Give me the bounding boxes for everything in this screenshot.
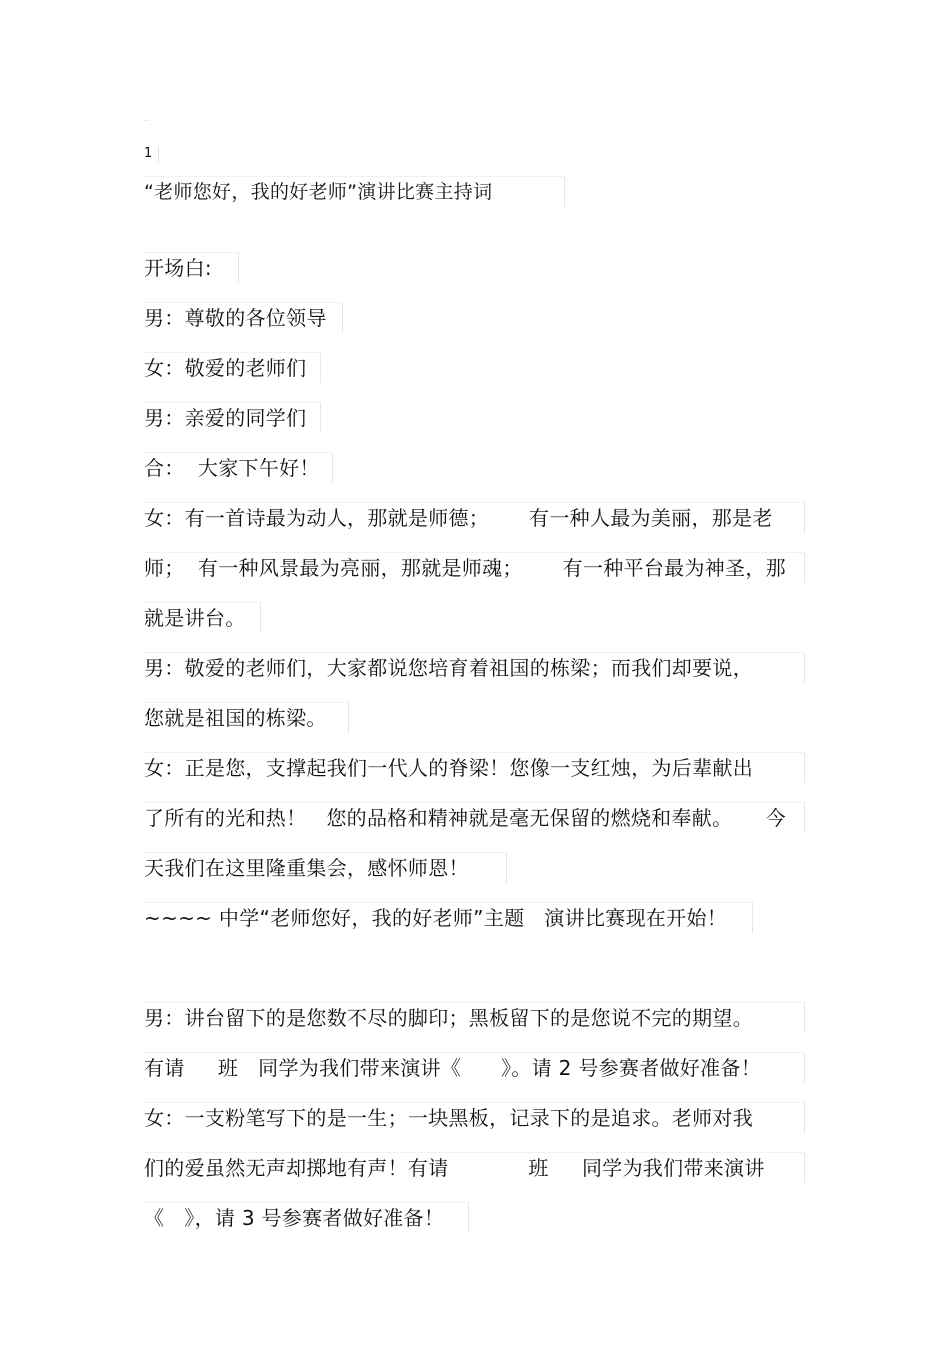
text-line: 就是讲台。 <box>144 602 261 633</box>
text-line: 们的爱虽然无声却掷地有声！有请 班 同学为我们带来演讲 <box>144 1152 805 1183</box>
text-line: 师； 有一种风景最为亮丽，那就是师魂； 有一种平台最为神圣，那 <box>144 552 805 583</box>
text-line: ~~~~ 中学“老师您好，我的好老师”主题 演讲比赛现在开始！ <box>144 902 753 933</box>
text-line: 女：有一首诗最为动人，那就是师德； 有一种人最为美丽，那是老 <box>144 502 805 533</box>
text-line: 女：正是您，支撑起我们一代人的脊梁！您像一支红烛，为后辈献出 <box>144 752 805 783</box>
text-line: 女：敬爱的老师们 <box>144 352 321 383</box>
text-line: 开场白: <box>144 252 239 283</box>
text-line: 女：一支粉笔写下的是一生；一块黑板，记录下的是追求。老师对我 <box>144 1102 805 1133</box>
text-line: 合： 大家下午好！ <box>144 452 333 483</box>
text-line: 有请 班 同学为我们带来演讲《 》。请 2 号参赛者做好准备！ <box>144 1052 805 1083</box>
text-line: 男：讲台留下的是您数不尽的脚印；黑板留下的是您说不完的期望。 <box>144 1002 805 1033</box>
text-line: 男：敬爱的老师们，大家都说您培育着祖国的栋梁；而我们却要说， <box>144 652 805 683</box>
document-title: “老师您好，我的好老师”演讲比赛主持词 <box>144 176 565 207</box>
text-line: 《 》，请 3 号参赛者做好准备！ <box>144 1202 469 1233</box>
text-line: 男：尊敬的各位领导 <box>144 302 343 333</box>
text-line: 了所有的光和热！ 您的品格和精神就是毫无保留的燃烧和奉献。 今 <box>144 802 805 833</box>
page-number: 1 <box>144 146 159 162</box>
text-line: 男：亲爱的同学们 <box>144 402 321 433</box>
text-line: 天我们在这里隆重集会，感怀师恩！ <box>144 852 507 883</box>
text-line: 您就是祖国的栋梁。 <box>144 702 349 733</box>
margin-mark <box>144 120 150 121</box>
